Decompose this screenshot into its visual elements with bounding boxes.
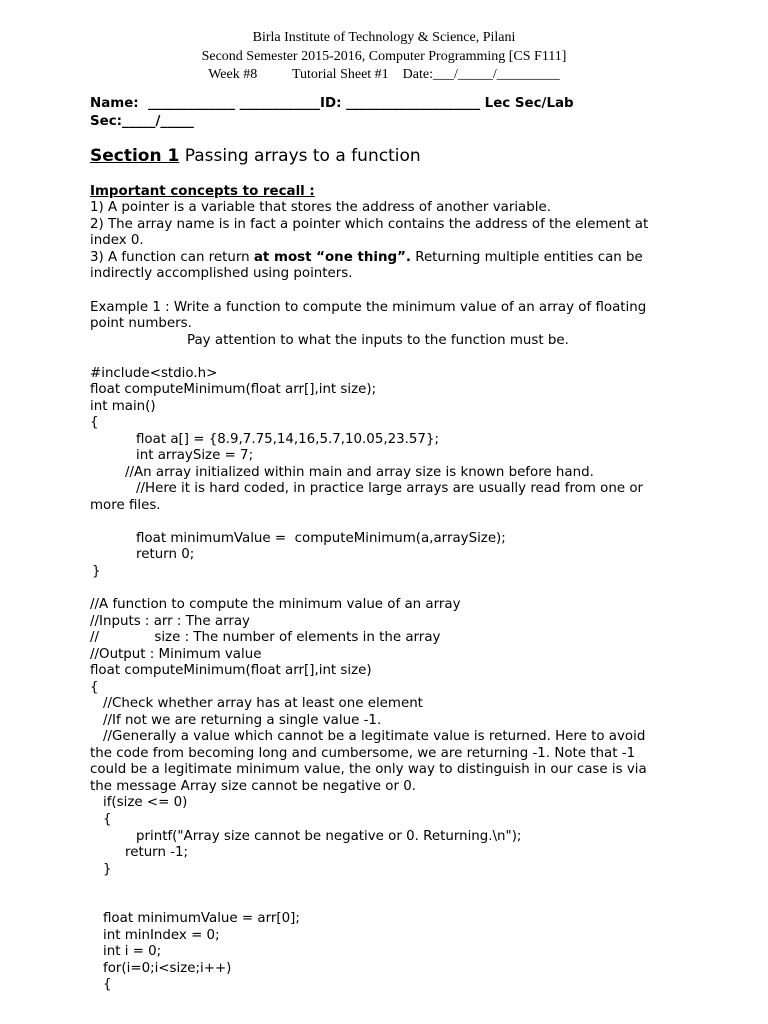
example-line-1: Example 1 : Write a function to compute the minimum value of an array of floating: [90, 300, 647, 315]
example-line-2: point numbers.: [90, 316, 192, 331]
concept-2-line-1: 2) The array name is in fact a pointer which contains the address of the element at: [90, 217, 649, 232]
concept-3-line-2: indirectly accomplished using pointers.: [90, 266, 353, 281]
code-line: {: [90, 415, 99, 430]
code-line: if(size <= 0): [103, 795, 188, 810]
code-line: return 0;: [136, 547, 195, 562]
code-line: {: [103, 812, 112, 827]
concept-3-post: Returning multiple entities can be: [410, 250, 643, 265]
code-line: int arraySize = 7;: [136, 448, 254, 463]
semester-heading: Second Semester 2015-2016, Computer Programming [CS F111]: [201, 49, 567, 64]
tutorial-sheet-line: Week #8 Tutorial Sheet #1 Date:___/_____/_________: [208, 67, 560, 82]
code-line: int main(): [90, 399, 156, 414]
code-line: // size : The number of elements in the array: [90, 630, 441, 645]
code-line: #include<stdio.h>: [90, 366, 218, 381]
code-line: more files.: [90, 498, 161, 513]
code-line: {: [90, 680, 99, 695]
code-line: {: [103, 977, 112, 992]
code-line: int minIndex = 0;: [103, 928, 220, 943]
code-line: printf("Array size cannot be negative or 0. Returning.\n");: [136, 829, 522, 844]
code-line: //Generally a value which cannot be a legitimate value is returned. Here to avoid: [103, 729, 646, 744]
code-line: }: [92, 564, 101, 579]
code-line: the message Array size cannot be negative or 0.: [90, 779, 416, 794]
code-line: float computeMinimum(float arr[],int size): [90, 663, 372, 678]
code-line: //Here it is hard coded, in practice large arrays are usually read from one or: [136, 481, 644, 496]
code-line: could be a legitimate minimum value, the only way to distinguish in our case is via: [90, 762, 647, 777]
concepts-heading: Important concepts to recall :: [90, 184, 315, 199]
code-line: the code from becoming long and cumbersome, we are returning -1. Note that -1: [90, 746, 636, 761]
code-line: float minimumValue = arr[0];: [103, 911, 300, 926]
code-line: //Output : Minimum value: [90, 647, 262, 662]
code-line: float computeMinimum(float arr[],int size);: [90, 382, 377, 397]
institute-heading: Birla Institute of Technology & Science, Pilani: [252, 30, 516, 45]
concept-3-emphasis: at most “one thing”.: [253, 250, 411, 265]
concept-1: 1) A pointer is a variable that stores the address of another variable.: [90, 200, 551, 215]
code-line: //An array initialized within main and array size is known before hand.: [125, 465, 594, 480]
code-line: //If not we are returning a single value -1.: [103, 713, 382, 728]
section-number: Section 1: [90, 146, 180, 166]
code-line: int i = 0;: [103, 944, 162, 959]
code-line: return -1;: [125, 845, 189, 860]
code-line: for(i=0;i<size;i++): [103, 961, 232, 976]
concept-3-pre: 3) A function can return: [90, 250, 254, 265]
code-line: float a[] = {8.9,7.75,14,16,5.7,10.05,23.57};: [136, 432, 439, 447]
example-line-3: Pay attention to what the inputs to the function must be.: [187, 333, 569, 348]
code-line: //Inputs : arr : The array: [90, 614, 250, 629]
code-line: float minimumValue = computeMinimum(a,arraySize);: [136, 531, 506, 546]
section-lab-line: Sec:_____/_____: [90, 114, 194, 129]
section-title: Passing arrays to a function: [179, 146, 421, 166]
name-id-line: Name: _____________ ____________ID: ____________________ Lec Sec/Lab: [90, 96, 574, 111]
concept-2-line-2: index 0.: [90, 233, 144, 248]
concept-3-line-1: [90, 250, 643, 266]
code-line: }: [103, 862, 112, 877]
code-line: //Check whether array has at least one element: [103, 696, 423, 711]
code-line: //A function to compute the minimum value of an array: [90, 597, 461, 612]
section-heading: [90, 146, 421, 166]
